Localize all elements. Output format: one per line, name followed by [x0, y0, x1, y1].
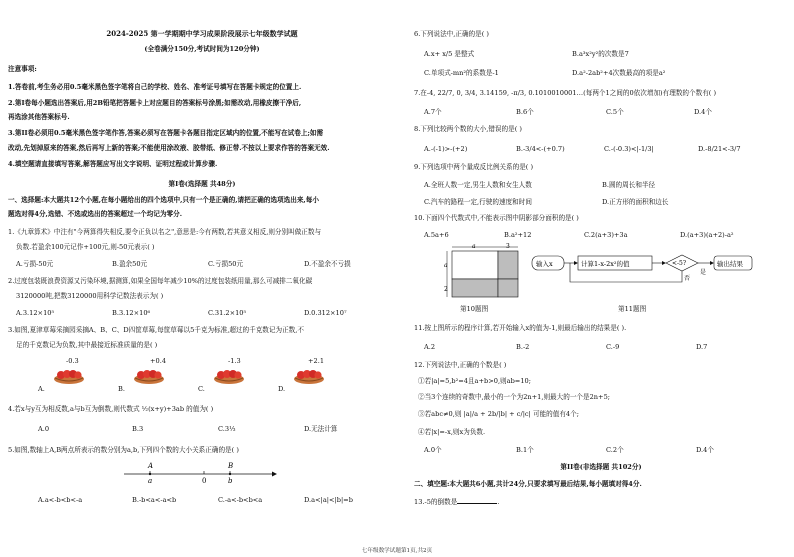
strawberry-basket-icon	[52, 367, 86, 385]
area-figure	[444, 243, 520, 299]
q7-option-a[interactable]: A.7个	[424, 108, 442, 116]
q12-stem: 12.下列说法中,正确的个数是( )	[414, 361, 507, 369]
q4-option-b[interactable]: B.3	[132, 425, 144, 433]
q2-stem-cont: 3120000吨,把数3120000用科学记数法表示为( )	[16, 292, 164, 300]
q2-option-a[interactable]: A.3.12×10⁵	[16, 309, 55, 317]
q9-stem: 9.下列选项中两个量成反比例关系的是( )	[414, 163, 534, 171]
fig10-caption: 第10题图	[460, 305, 489, 313]
value-b-label: b	[228, 477, 233, 485]
q5-option-c[interactable]: C.-a<-b<b<a	[218, 496, 263, 504]
q9-option-a[interactable]: A.全班人数一定,男生人数和女生人数	[424, 181, 532, 189]
strawberry-basket-icon	[132, 367, 166, 385]
q2-stem: 2.过度包装既浪费资源又污染环境,据测算,如果全国每年减少10%的过度包装纸用量,那么可减排二氧化碳	[8, 277, 313, 285]
q7-option-d[interactable]: D.4个	[694, 108, 712, 116]
q7-option-b[interactable]: B.6个	[516, 108, 534, 116]
q3-stem: 3.如图,夏津草莓采摘园采摘A、B、C、D四筐草莓,每筐草莓以5千克为标准,超过的千克数记为正数,不	[8, 326, 304, 334]
q2-option-d[interactable]: D.0.312×10⁷	[304, 309, 347, 317]
strawberry-basket-icon	[212, 367, 246, 385]
strawberry-basket-icon	[292, 367, 326, 385]
q10-stem: 10.下面四个代数式中,不能表示图中阴影部分面积的是( )	[414, 214, 579, 222]
q3-label-d: +2.1	[308, 357, 325, 365]
flow-yes: 是	[700, 269, 707, 276]
q6-stem: 6.下列说法中,正确的是( )	[414, 30, 489, 38]
q11-option-d[interactable]: D.7	[696, 343, 708, 351]
point-b-label: B	[228, 462, 234, 470]
q3-option-b[interactable]: B.	[118, 385, 125, 393]
q4-stem: 4.若x与y互为相反数,a与b互为倒数,则代数式 ½(x+y)+3ab 的值为( )	[8, 405, 214, 413]
section1-heading-cont: 题选对得4分,选错、不选或选出的答案超过一个均记为零分.	[8, 210, 183, 218]
part2-title: 第II卷(非选择题 共102分)	[560, 463, 642, 471]
q11-option-a[interactable]: A.2	[424, 343, 436, 351]
q4-option-a[interactable]: A.0	[38, 425, 50, 433]
q1-option-b[interactable]: B.盈余50元	[112, 260, 148, 268]
q12-statement: ④若|x|=-x,则x为负数.	[418, 428, 486, 436]
note-item: 改动,先划掉原来的答案,然后再写上新的答案;不能使用涂改液、胶带纸、修正带.不按以上要求作答的答案无效.	[8, 144, 330, 152]
q13-stem: 13.-5的倒数是 .	[414, 498, 500, 506]
q3-option-d[interactable]: D.	[278, 385, 286, 393]
q3-option-a[interactable]: A.	[38, 385, 45, 393]
exam-subtitle: (全卷满分150分,考试时间为120分钟)	[144, 45, 260, 53]
note-item: 1.答卷前,考生务必用0.5毫米黑色签字笔将自己的学校、姓名、准考证号填写在答题卡规定的位置上.	[8, 83, 302, 91]
q11-option-b[interactable]: B.-2	[516, 343, 530, 351]
point-a-label: A	[148, 462, 154, 470]
section2-heading: 二、填空题:本大题共6小题,共计24分,只要求填写最后结果,每小题填对得4分.	[414, 480, 642, 488]
exam-title: 2024-2025 第一学期期中学习成果阶段展示七年级数学试题	[106, 29, 298, 38]
q3-stem-cont: 足的千克数记为负数,其中最接近标准质量的是( )	[16, 341, 158, 349]
q1-option-a[interactable]: A.亏损-50元	[16, 260, 54, 268]
q12-option-a[interactable]: A.0个	[424, 446, 442, 454]
q9-option-d[interactable]: D.正方形的面积和边长	[602, 198, 669, 206]
q1-option-c[interactable]: C.亏损50元	[208, 260, 244, 268]
label-three: 3	[506, 243, 510, 250]
q12-option-b[interactable]: B.1个	[516, 446, 534, 454]
q4-option-c[interactable]: C.3⅓	[218, 425, 236, 433]
q8-stem: 8.下列比较两个数的大小,错误的是( )	[414, 125, 522, 133]
q12-statement: ②当3个连续的奇数中,最小的一个为2n+1,则最大的一个是2n+5;	[418, 393, 610, 401]
q8-option-a[interactable]: A.-(-1)>-(+2)	[424, 145, 468, 153]
q12-option-d[interactable]: D.4个	[696, 446, 714, 454]
q3-option-c[interactable]: C.	[198, 385, 205, 393]
flow-no: 否	[684, 275, 691, 282]
section1-heading: 一、选择题:本大题共12个小题,在每小题给出的四个选项中,只有一个是正确的,请把正确的选项选出来,每小	[8, 196, 319, 204]
q9-option-b[interactable]: B.圆的周长和半径	[602, 181, 656, 189]
q13-text: 13.-5的倒数是	[414, 498, 458, 506]
q11-stem: 11.按上图所示的程序计算,若开始输入x的值为-1,则最后输出的结果是( ).	[414, 324, 627, 332]
q10-option-a[interactable]: A.5a+6	[424, 231, 449, 239]
q12-statement: ③若abc≠0,则 |a|/a + 2b/|b| + c/|c| 可能的值有4个;	[418, 410, 579, 418]
zero-label: 0	[202, 477, 207, 485]
q9-option-c[interactable]: C.汽车的路程一定,行驶的速度和时间	[424, 198, 532, 206]
note-item: 再选涂其他答案标号.	[8, 113, 70, 121]
q12-option-c[interactable]: C.2个	[606, 446, 624, 454]
flowchart	[530, 250, 756, 290]
q1-option-d[interactable]: D.不盈余不亏损	[304, 260, 351, 268]
q2-option-c[interactable]: C.31.2×10⁵	[208, 309, 247, 317]
q6-option-a[interactable]: A.x+ x/5 是整式	[424, 50, 475, 58]
fig11-caption: 第11题图	[618, 305, 647, 313]
flow-condition: <-5?	[672, 260, 687, 267]
q6-option-c[interactable]: C.单项式-mn²的系数是-1	[424, 69, 499, 77]
note-item: 4.填空题请直接填写答案,解答题应写出文字说明、证明过程或计算步骤.	[8, 160, 218, 168]
label-two: 2	[444, 286, 448, 293]
part1-title: 第I卷(选择题 共48分)	[168, 180, 236, 188]
note-item: 2.第I卷每小题选出答案后,用2B铅笔把答题卡上对应题目的答案标号涂黑;如需改动,用橡皮擦干净后,	[8, 99, 302, 107]
q11-option-c[interactable]: C.-9	[606, 343, 620, 351]
q6-option-b[interactable]: B.a³x²y²的次数是7	[572, 50, 629, 58]
q5-option-d[interactable]: D.a<|a|<|b|=b	[304, 496, 353, 504]
q8-option-d[interactable]: D.-8/21<-3/7	[698, 145, 741, 153]
q10-option-b[interactable]: B.a²+12	[504, 231, 532, 239]
q4-option-d[interactable]: D.无法计算	[304, 425, 338, 433]
q2-option-b[interactable]: B.3.12×10⁶	[112, 309, 151, 317]
q5-stem: 5.如图,数轴上A,B两点所表示的数分别为a,b,下列四个数的大小关系正确的是( )	[8, 446, 239, 454]
label-a-side: a	[444, 262, 448, 269]
q3-label-a: -0.3	[66, 357, 79, 365]
note-item: 3.第II卷必须用0.5毫米黑色签字笔作答,答案必须写在答题卡各题目指定区域内的位置,不能写在试卷上;如需	[8, 129, 324, 137]
q3-label-b: +0.4	[150, 357, 167, 365]
label-a-top: a	[472, 243, 476, 250]
flow-input: 输入x	[536, 260, 553, 268]
q12-statement: ①若|a|=5,b²=4且a+b>0,则ab=10;	[418, 377, 531, 385]
q5-option-b[interactable]: B.-b<a<-a<b	[132, 496, 177, 504]
notes-heading: 注意事项:	[8, 65, 37, 73]
flow-compute: 计算1-x-2x²的值	[581, 260, 630, 268]
q3-label-c: -1.3	[228, 357, 241, 365]
q10-option-c[interactable]: C.2(a+3)+3a	[584, 231, 628, 239]
q1-stem-cont: 负数.若盈余100元记作+100元,则-50元表示( )	[16, 243, 155, 251]
page-footer: 七年级数学试题第1页,共2页	[361, 548, 433, 554]
q8-option-c[interactable]: C.-(-0.3)<|-1/3|	[604, 145, 654, 153]
q7-stem: 7.在-4, 22/7, 0, 3/4, 3.14159, -π/3, 0.1010010001…(每两个1之间的0依次增加)有理数的个数有( )	[414, 89, 717, 97]
number-line	[120, 458, 280, 486]
flow-output: 输出结果	[717, 260, 743, 268]
q5-option-a[interactable]: A.a<-b<b<-a	[38, 496, 83, 504]
q6-option-d[interactable]: D.a²-2ab²+4次数最高的项是a²	[572, 69, 666, 77]
q13-answer-blank[interactable]	[457, 497, 497, 504]
q7-option-c[interactable]: C.5个	[606, 108, 624, 116]
q8-option-b[interactable]: B.-3/4<-(+0.7)	[516, 145, 565, 153]
q10-option-d[interactable]: D.(a+3)(a+2)-a²	[680, 231, 734, 239]
q1-stem: 1.《九章算术》中注有"今两算得失相反,要令正负以名之",意思是:今有两数,若其意义相反,则分别叫做正数与	[8, 228, 322, 236]
value-a-label: a	[148, 477, 153, 485]
